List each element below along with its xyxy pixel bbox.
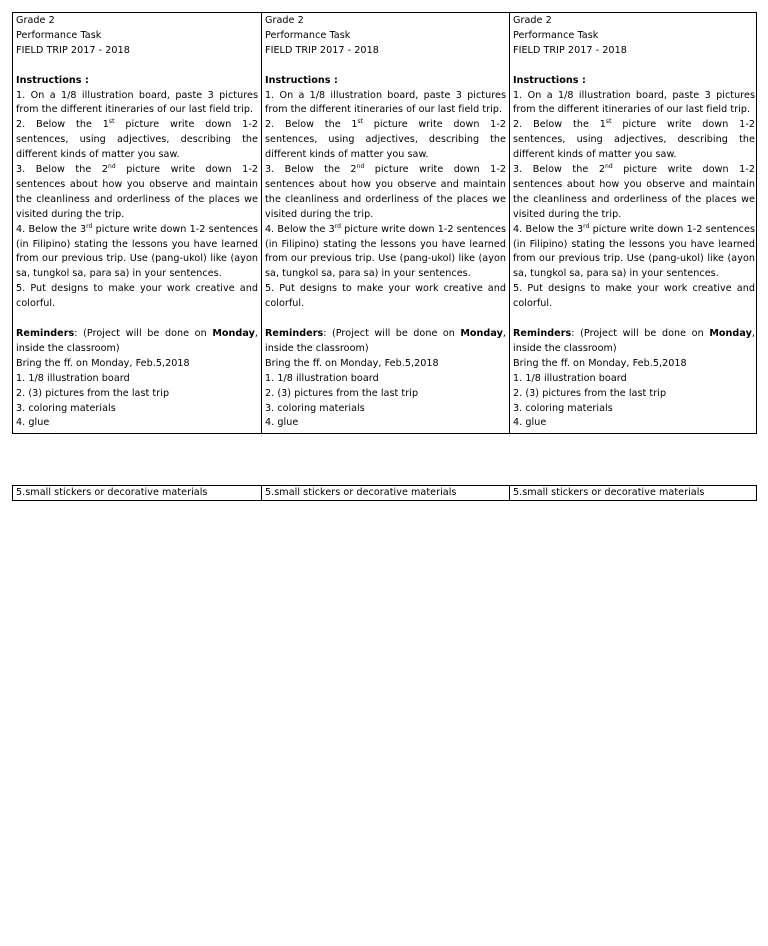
task-label: Performance Task <box>265 29 351 41</box>
instruction-item-4: 4. Below the 3rd picture write down 1-2 sentences (in Filipino) stating the lessons you have learned from our previous trip. Use (pang-ukol) like (ayon sa, tungkol sa, para sa) in your sentences. <box>513 222 756 280</box>
grade-label: Grade 2 <box>513 15 552 26</box>
instruction-item-3: 3. Below the 2nd picture write down 1-2 sentences about how you observe and maintain the cleanliness and orderliness of the places we visited during the trip. <box>265 163 506 220</box>
instruction-item-3: 3. Below the 2nd picture write down 1-2 sentences about how you observe and maintain the cleanliness and orderliness of the places we visited during the trip. <box>513 163 755 220</box>
reminder-item-5: 5.small stickers or decorative materials <box>509 486 758 500</box>
instruction-item-3: 3. Below the 2nd picture write down 1-2 sentences about how you observe and maintain the cleanliness and orderliness of the places we visited during the trip. <box>16 163 258 220</box>
reminder-item-1: 1. 1/8 illustration board <box>513 372 627 384</box>
instruction-item-4: 4. Below the 3rd picture write down 1-2 sentences (in Filipino) stating the lessons you have learned from our previous trip. Use (pang-ukol) like (ayon sa, tungkol sa, para sa) in your sentences. <box>16 222 259 280</box>
reminder-item-5: 5.small stickers or decorative materials <box>261 486 509 500</box>
continuation-table <box>12 485 757 501</box>
instruction-item-2: 2. Below the 1st picture write down 1-2 sentences, using adjectives, describing the different kinds of matter you saw. <box>513 118 755 161</box>
reminder-item-2: 2. (3) pictures from the last trip <box>16 387 170 399</box>
instruction-item-4: 4. Below the 3rd picture write down 1-2 sentences (in Filipino) stating the lessons you have learned from our previous trip. Use (pang-ukol) like (ayon sa, tungkol sa, para sa) in your sentences. <box>265 222 507 280</box>
instruction-item-1: 1. On a 1/8 illustration board, paste 3 pictures from the different itineraries of our last field trip. <box>513 89 755 116</box>
reminder-item-4: 4. glue <box>16 417 50 429</box>
instructions-title: Instructions : <box>265 74 338 86</box>
reminder-item-2: 2. (3) pictures from the last trip <box>513 387 667 399</box>
field-trip-label: FIELD TRIP 2017 - 2018 <box>265 44 379 56</box>
reminder-item-5: 5.small stickers or decorative materials <box>16 487 208 498</box>
reminder-item-2: 2. (3) pictures from the last trip <box>265 387 419 399</box>
instruction-item-1: 1. On a 1/8 illustration board, paste 3 pictures from the different itineraries of our last field trip. <box>16 89 258 116</box>
bring-line: Bring the ff. on Monday, Feb.5,2018 <box>265 357 439 369</box>
task-column-2 <box>261 13 509 433</box>
task-label: Performance Task <box>16 29 102 41</box>
reminders-text: Reminders: (Project will be done on Monday, inside the classroom) <box>16 328 258 354</box>
reminders-text: Reminders: (Project will be done on Monday, inside the classroom) <box>513 328 755 354</box>
task-column-1 <box>13 13 261 433</box>
reminder-item-1: 1. 1/8 illustration board <box>16 372 130 384</box>
task-label: Performance Task <box>513 29 599 41</box>
instruction-item-2: 2. Below the 1st picture write down 1-2 sentences, using adjectives, describing the different kinds of matter you saw. <box>16 118 258 161</box>
instruction-item-2: 2. Below the 1st picture write down 1-2 sentences, using adjectives, describing the different kinds of matter you saw. <box>265 118 506 161</box>
reminder-item-3: 3. coloring materials <box>16 402 116 414</box>
bring-line: Bring the ff. on Monday, Feb.5,2018 <box>16 357 190 369</box>
reminder-item-1: 1. 1/8 illustration board <box>265 372 379 384</box>
reminder-item-3: 3. coloring materials <box>265 402 365 414</box>
bring-line: Bring the ff. on Monday, Feb.5,2018 <box>513 357 687 369</box>
instruction-item-5: 5. Put designs to make your work creative and colorful. <box>513 283 755 310</box>
reminders-text: Reminders: (Project will be done on Monday, inside the classroom) <box>265 328 506 354</box>
reminder-item-4: 4. glue <box>513 417 547 429</box>
reminder-item-3: 3. coloring materials <box>513 402 613 414</box>
reminder-item-4: 4. glue <box>265 417 299 429</box>
task-table <box>12 12 757 434</box>
instruction-item-5: 5. Put designs to make your work creative and colorful. <box>16 283 258 310</box>
instruction-item-5: 5. Put designs to make your work creative and colorful. <box>265 283 506 310</box>
instruction-item-1: 1. On a 1/8 illustration board, paste 3 pictures from the different itineraries of our last field trip. <box>265 89 506 116</box>
field-trip-label: FIELD TRIP 2017 - 2018 <box>16 44 130 56</box>
instructions-title: Instructions : <box>513 74 586 86</box>
instructions-title: Instructions : <box>16 74 89 86</box>
grade-label: Grade 2 <box>16 15 55 26</box>
field-trip-label: FIELD TRIP 2017 - 2018 <box>513 44 627 56</box>
grade-label: Grade 2 <box>265 15 304 26</box>
task-column-3 <box>509 13 758 433</box>
